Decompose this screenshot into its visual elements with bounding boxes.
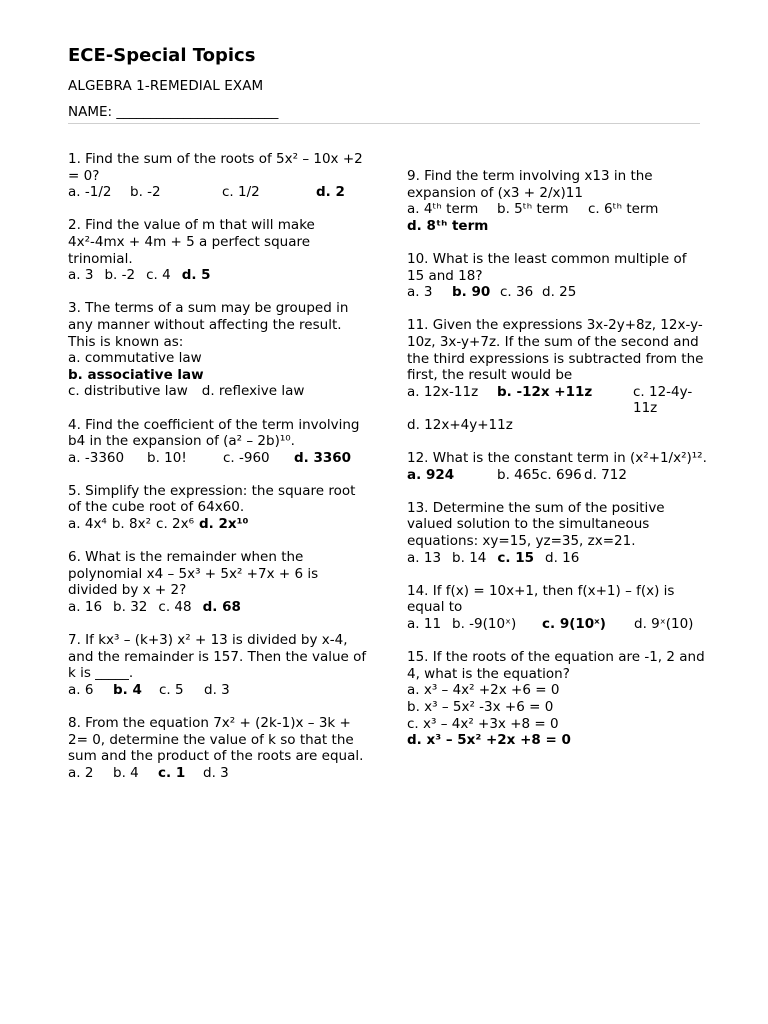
name-label: NAME: [68, 104, 117, 120]
answer-options [407, 550, 707, 567]
option-b-answer: b. 4 [113, 682, 142, 698]
answer-options [407, 467, 707, 484]
option-d: d. 12x+4y+11z [407, 416, 513, 433]
question-5 [68, 483, 368, 533]
question-11 [407, 317, 707, 433]
option-b: b. 14 [452, 549, 487, 566]
option-c: c. x³ – 4x² +3x +8 = 0 [407, 715, 559, 732]
answer-options [68, 383, 368, 400]
option-a: a. 13 [407, 549, 442, 566]
option-a: a. 12x-11z [407, 383, 479, 400]
answer-options [68, 682, 368, 699]
option-d: d. 3 [203, 764, 229, 781]
question-7 [68, 632, 368, 698]
option-a: a. commutative law [68, 350, 202, 367]
question-text: 11. Given the expressions 3x-2y+8z, 12x-y-10z, 3x-y+7z. If the sum of the second and the third expressions is subtracted from the first, the result would be [407, 317, 704, 384]
option-d-answer: d. 68 [202, 599, 241, 616]
question-10 [407, 251, 707, 301]
option-d-answer: d. 2x¹⁰ [199, 516, 249, 533]
question-9 [407, 168, 707, 234]
option-a: a. 11 [407, 616, 442, 633]
question-1 [68, 151, 368, 201]
answer-options [68, 184, 368, 201]
question-text: 6. What is the remainder when the polynomial x4 – 5x³ + 5x² +7x + 6 is divided by x + 2? [68, 549, 319, 599]
option-d-answer: d. 5 [181, 267, 211, 284]
option-c: c. 5 [159, 682, 184, 698]
option-d: d. 3 [204, 682, 230, 698]
answer-options [407, 284, 707, 301]
option-c: c. 4 [146, 267, 171, 284]
question-14 [407, 583, 707, 633]
option-a: a. 4ᵗʰ term [407, 201, 479, 218]
option-c: c. 2x⁶ [156, 516, 195, 533]
left-column [68, 151, 368, 798]
header-divider [68, 123, 700, 124]
question-text: 4. Find the coefficient of the term involving b4 in the expansion of (a² – 2b)¹⁰. [68, 416, 360, 450]
option-b: b. 5ᵗʰ term [497, 201, 569, 218]
right-column [407, 168, 707, 765]
name-line [68, 104, 278, 120]
question-text: 15. If the roots of the equation are -1, 2 and 4, what is the equation? [407, 649, 705, 682]
exam-title: ECE-Special Topics [68, 45, 256, 66]
option-a-answer: a. 924 [407, 466, 455, 483]
question-6 [68, 549, 368, 615]
option-d-answer: d. x³ – 5x² +2x +8 = 0 [407, 732, 571, 749]
option-b: b. 32 [113, 599, 148, 616]
question-text: 10. What is the least common multiple of 15 and 18? [407, 250, 687, 284]
option-a: a. 16 [68, 599, 103, 616]
answer-options [68, 599, 368, 616]
question-text: 2. Find the value of m that will make 4x²-4mx + 4m + 5 a perfect square trinomial. [68, 217, 315, 267]
option-c: c. 1/2 [222, 184, 260, 201]
option-c-answer: c. 15 [497, 549, 535, 566]
option-c: c. 48 [158, 599, 192, 616]
option-b: b. 10! [147, 449, 187, 466]
exam-subtitle: ALGEBRA 1-REMEDIAL EXAM [68, 78, 264, 94]
option-d: d. 16 [545, 549, 580, 566]
question-text: 13. Determine the sum of the positive valued solution to the simultaneous equations: xy=15, yz=35, zx=21. [407, 499, 665, 550]
option-b: b. 4 [113, 764, 139, 781]
option-d-answer: d. 8ᵗʰ term [407, 217, 489, 234]
option-c: c. 696 [540, 466, 582, 483]
option-d: d. 712 [584, 466, 627, 483]
question-text: 9. Find the term involving x13 in the expansion of (x3 + 2/x)11 [407, 168, 653, 201]
answer-options [407, 218, 707, 235]
answer-options [68, 765, 368, 782]
question-text: 14. If f(x) = 10x+1, then f(x+1) – f(x) is equal to [407, 582, 675, 616]
question-13 [407, 500, 707, 566]
option-d-answer: d. 2 [316, 184, 345, 201]
option-d: d. 25 [542, 284, 577, 301]
option-b: b. -2 [130, 184, 161, 201]
question-text: 3. The terms of a sum may be grouped in any manner without affecting the result. This is known as: [68, 300, 349, 350]
option-c: c. 6ᵗʰ term [588, 201, 659, 218]
answer-options [407, 384, 707, 417]
option-c: c. 36 [500, 284, 534, 301]
option-b-answer: b. associative law [68, 366, 204, 383]
question-8 [68, 715, 368, 781]
answer-options [407, 201, 707, 218]
answer-options [68, 267, 368, 284]
option-d: d. 9ˣ(10) [634, 616, 694, 633]
answer-options [68, 516, 368, 533]
question-text: 1. Find the sum of the roots of 5x² – 10x +2 = 0? [68, 151, 363, 184]
option-a: a. 6 [68, 682, 94, 698]
answer-options [68, 350, 368, 383]
option-b: b. 8x² [111, 516, 152, 533]
option-c-answer: c. 1 [158, 764, 186, 781]
option-a: a. 2 [68, 764, 94, 781]
option-d-answer: d. 3360 [294, 449, 352, 466]
option-a: a. x³ – 4x² +2x +6 = 0 [407, 682, 560, 699]
option-a: a. 3 [68, 267, 94, 284]
option-c-answer: c. 9(10ˣ) [542, 616, 606, 633]
option-b: b. 465 [497, 466, 540, 483]
option-a: a. 3 [407, 284, 433, 301]
question-12 [407, 450, 707, 483]
question-4 [68, 417, 368, 467]
answer-options [68, 450, 368, 467]
option-a: a. -1/2 [68, 184, 112, 201]
option-c: c. 12-4y-11z [633, 383, 693, 417]
option-c: c. distributive law [68, 383, 188, 400]
answer-options [407, 616, 707, 633]
option-d: d. reflexive law [201, 383, 305, 400]
option-b: b. -2 [104, 267, 136, 284]
option-b-answer: b. -12x +11z [497, 383, 593, 400]
option-b-answer: b. 90 [452, 284, 491, 301]
answer-options [407, 417, 707, 434]
question-2 [68, 217, 368, 283]
question-text: 7. If kx³ – (k+3) x² + 13 is divided by x-4, and the remainder is 157. Then the value of k is _____. [68, 632, 367, 682]
option-c: c. -960 [223, 449, 270, 466]
name-blank: ________________________ [116, 104, 279, 120]
option-b: b. x³ – 5x² -3x +6 = 0 [407, 699, 554, 715]
question-3 [68, 300, 368, 400]
question-text: 12. What is the constant term in (x²+1/x²)¹². [407, 450, 707, 467]
option-a: a. -3360 [68, 449, 125, 466]
option-b: b. -9(10ˣ) [452, 616, 517, 633]
option-a: a. 4x⁴ [68, 516, 107, 533]
question-text: 5. Simplify the expression: the square root of the cube root of 64x60. [68, 482, 356, 516]
question-text: 8. From the equation 7x² + (2k-1)x – 3k + 2= 0, determine the value of k so that the sum and the product of the roots are equal. [68, 715, 364, 765]
question-15 [407, 649, 707, 749]
